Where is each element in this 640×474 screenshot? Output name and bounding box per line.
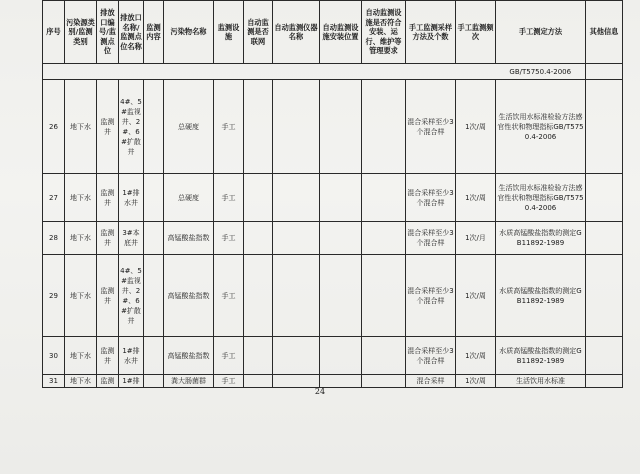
- table-cell: 27: [43, 174, 65, 222]
- table-row: [43, 222, 623, 255]
- table-cell: 混合采样至少3个混合样: [406, 80, 456, 174]
- table-row: [43, 80, 623, 174]
- table-cell: [273, 375, 320, 388]
- table-cell: [320, 222, 362, 255]
- continued-method: GB/T5750.4-2006: [496, 64, 586, 80]
- table-cell: 29: [43, 255, 65, 337]
- table-cell: 28: [43, 222, 65, 255]
- table-cell: [586, 174, 623, 222]
- header-cell: 排放口编号/监测点位: [97, 1, 119, 64]
- table-cell: [144, 80, 164, 174]
- table-row: [43, 255, 623, 337]
- table-cell: 4#、5#监视井、2#、6#扩散井: [119, 255, 144, 337]
- table-cell: 3#本底井: [119, 222, 144, 255]
- table-header-row: [43, 1, 623, 64]
- table-cell: 4#、5#监视井、2#、6#扩散井: [119, 80, 144, 174]
- header-cell: 手工监测频次: [456, 1, 496, 64]
- header-cell: 监测内容: [144, 1, 164, 64]
- table-cell: 监测井: [97, 174, 119, 222]
- table-cell: 地下水: [65, 255, 97, 337]
- table-cell: 水质高锰酸盐指数的测定GB11892-1989: [496, 255, 586, 337]
- table-cell: [244, 375, 273, 388]
- table-cell: [320, 80, 362, 174]
- table-cell: 监测井: [97, 337, 119, 375]
- table-cell: [586, 337, 623, 375]
- table-cell: 高锰酸盐指数: [164, 255, 214, 337]
- table-cell: 总硬度: [164, 80, 214, 174]
- table-cell: 26: [43, 80, 65, 174]
- table-cell: 混合采样: [406, 375, 456, 388]
- table-cell: [320, 174, 362, 222]
- header-cell: 自动监测是否联网: [244, 1, 273, 64]
- header-cell: 排放口名称/监测点位名称: [119, 1, 144, 64]
- table-cell: 手工: [214, 375, 244, 388]
- table-cell: 水质高锰酸盐指数的测定GB11892-1989: [496, 337, 586, 375]
- table-cell: 手工: [214, 80, 244, 174]
- table-row: [43, 174, 623, 222]
- table-cell: 生活饮用水标准检验方法感官性状和物理指标GB/T5750.4-2006: [496, 80, 586, 174]
- table-cell: 地下水: [65, 80, 97, 174]
- table-cell: 1次/周: [456, 80, 496, 174]
- table-cell: 地下水: [65, 174, 97, 222]
- table-cell: [244, 80, 273, 174]
- table-cell: 手工: [214, 174, 244, 222]
- header-cell: 自动监测仪器名称: [273, 1, 320, 64]
- table-cell: 1次/周: [456, 255, 496, 337]
- table-cell: [244, 174, 273, 222]
- table-cell: [586, 80, 623, 174]
- table-cell: [362, 375, 406, 388]
- header-cell: 序号: [43, 1, 65, 64]
- table-cell: [362, 255, 406, 337]
- table-cell: [273, 222, 320, 255]
- table-cell: 30: [43, 337, 65, 375]
- table-cell: 1#排水井: [119, 337, 144, 375]
- table-cell: 地下水: [65, 375, 97, 388]
- table-cell: [586, 222, 623, 255]
- table-cell: 监测: [97, 375, 119, 388]
- header-cell: 自动监测设施是否符合安装、运行、维护等管理要求: [362, 1, 406, 64]
- table-cell: [244, 337, 273, 375]
- table-cell: 1次/周: [456, 337, 496, 375]
- table-cell: 高锰酸盐指数: [164, 222, 214, 255]
- table-cell: 1#排: [119, 375, 144, 388]
- table-cell: [273, 174, 320, 222]
- table-cell: 监测井: [97, 222, 119, 255]
- table-cell: 1次/月: [456, 222, 496, 255]
- header-cell: 污染物名称: [164, 1, 214, 64]
- table-cell: 1次/周: [456, 174, 496, 222]
- table-cell: 生活饮用水标准检验方法感官性状和物理指标GB/T5750.4-2006: [496, 174, 586, 222]
- table-cell: [244, 255, 273, 337]
- table-cell: 混合采样至少3个混合样: [406, 255, 456, 337]
- header-cell: 其他信息: [586, 1, 623, 64]
- table-cell: [144, 337, 164, 375]
- table-cell: [273, 80, 320, 174]
- header-cell: 手工监测采样方法及个数: [406, 1, 456, 64]
- header-cell: 自动监测设施安装位置: [320, 1, 362, 64]
- table-cell: 监测井: [97, 80, 119, 174]
- table-cell: 手工: [214, 337, 244, 375]
- table-cell: 生活饮用水标准: [496, 375, 586, 388]
- table-cell: [320, 255, 362, 337]
- table-cell: [144, 174, 164, 222]
- table-cell: [144, 222, 164, 255]
- table-cell: [362, 222, 406, 255]
- table-cell: 1#排水井: [119, 174, 144, 222]
- table-cell: [244, 222, 273, 255]
- table-cell: 手工: [214, 222, 244, 255]
- table-cell: [144, 375, 164, 388]
- header-cell: 手工测定方法: [496, 1, 586, 64]
- table-cell: [362, 337, 406, 375]
- table-row: [43, 375, 623, 388]
- table-cell: [273, 337, 320, 375]
- monitoring-table: [42, 0, 623, 388]
- table-row: [43, 337, 623, 375]
- table-cell: 地下水: [65, 222, 97, 255]
- table-cell: [362, 174, 406, 222]
- table-cell: 高锰酸盐指数: [164, 337, 214, 375]
- header-cell: 污染源类别/监测类别: [65, 1, 97, 64]
- table-cell: [586, 255, 623, 337]
- table-cell: [320, 375, 362, 388]
- table-cell: 手工: [214, 255, 244, 337]
- continuation-row: [43, 64, 623, 80]
- table-cell: 总硬度: [164, 174, 214, 222]
- table-cell: 1次/周: [456, 375, 496, 388]
- table-cell: 地下水: [65, 337, 97, 375]
- header-cell: 监测设施: [214, 1, 244, 64]
- table-cell: [586, 375, 623, 388]
- table-cell: 31: [43, 375, 65, 388]
- table-cell: 监测井: [97, 255, 119, 337]
- table-cell: 混合采样至少3个混合样: [406, 222, 456, 255]
- table-cell: [273, 255, 320, 337]
- table-cell: 水质高锰酸盐指数的测定GB11892-1989: [496, 222, 586, 255]
- table-cell: [144, 255, 164, 337]
- page-number: 24: [314, 387, 326, 396]
- table-cell: [362, 80, 406, 174]
- table-cell: [320, 337, 362, 375]
- table-cell: 粪大肠菌群: [164, 375, 214, 388]
- table-cell: 混合采样至少3个混合样: [406, 174, 456, 222]
- table-cell: 混合采样至少3个混合样: [406, 337, 456, 375]
